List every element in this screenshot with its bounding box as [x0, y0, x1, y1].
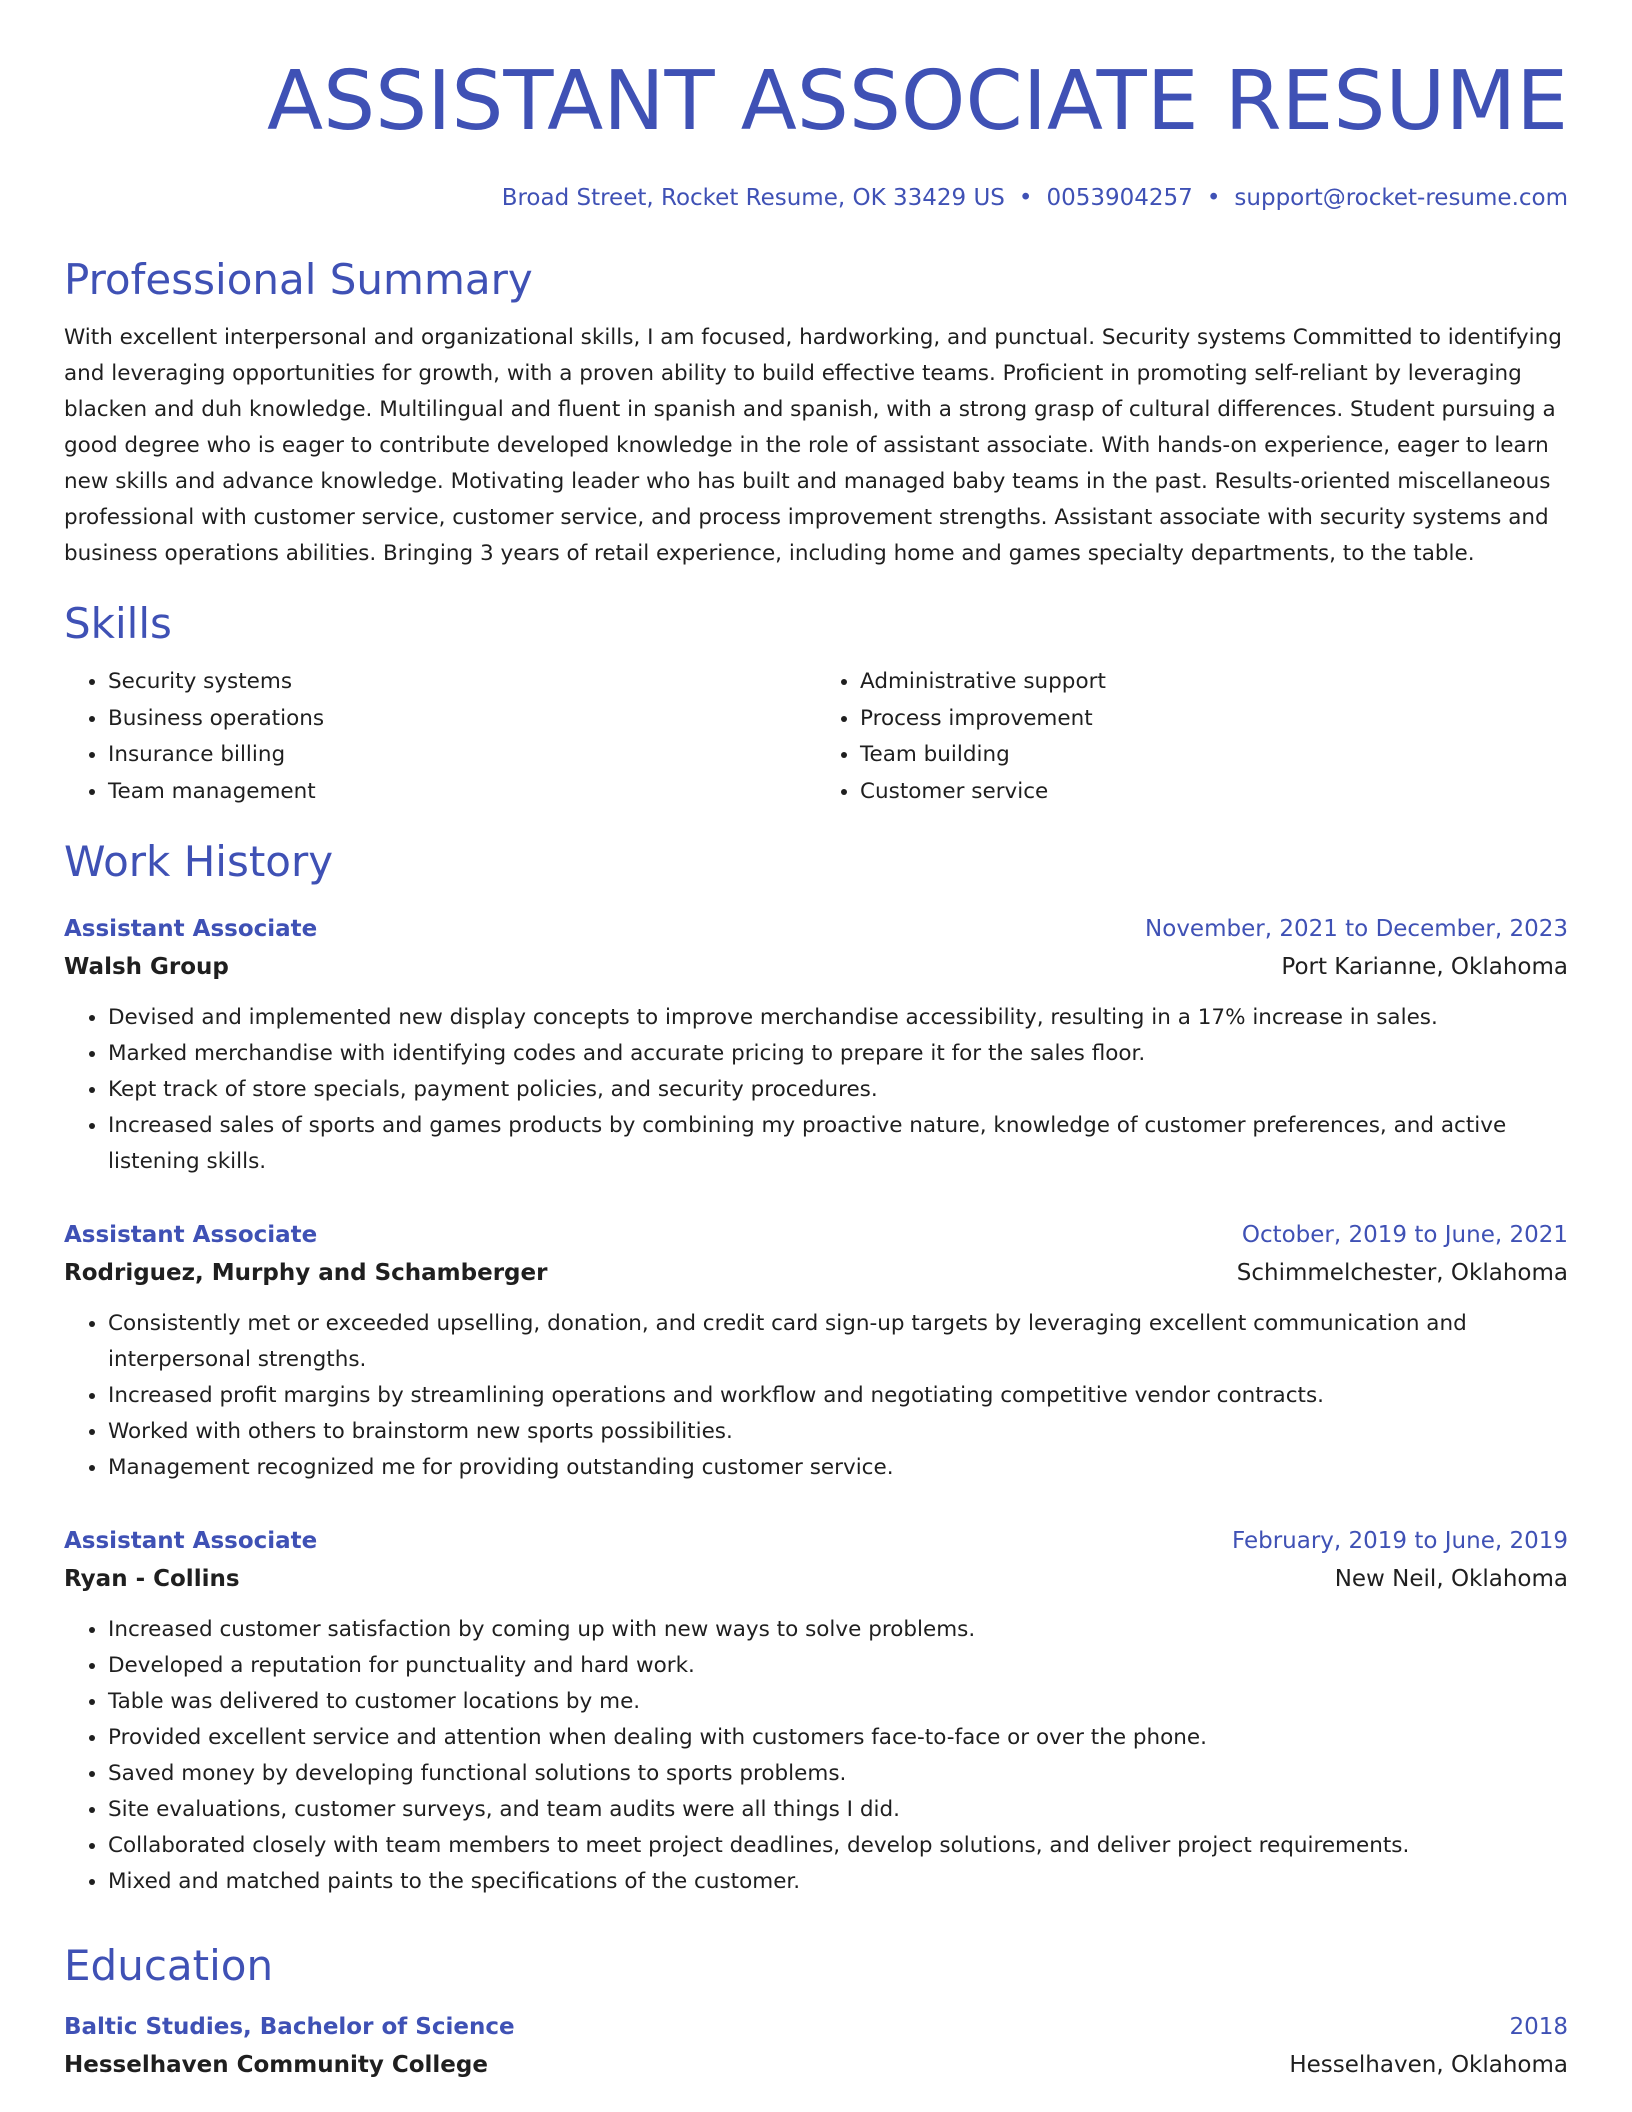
job-dates: November, 2021 to December, 2023: [1145, 916, 1568, 942]
job-company: Walsh Group: [64, 954, 229, 980]
job-entry: [64, 910, 1568, 1180]
summary-text: With excellent interpersonal and organizational skills, I am focused, hardworking, and punctual. Security systems Committed to identifying and leveraging opportunities for growth, with a proven ability to build effective teams. Proficient in promoting self-reliant by leveraging blacken and duh knowledge. Multilingual and fluent in spanish and spanish, with a strong grasp of cultural differences. Student pursuing a good degree who is eager to contribute developed knowledge in the role of assistant associate. With hands-on experience, eager to learn new skills and advance knowledge. Motivating leader who has built and managed baby teams in the past. Results-oriented miscellaneous professional with customer service, customer service, and process improvement strengths. Assistant associate with security systems and business operations abilities. Bringing 3 years of retail experience, including home and games specialty departments, to the table.: [64, 325, 1562, 566]
education-entry: [64, 2008, 1568, 2084]
job-bullet: • Consistently met or exceeded upselling, donation, and credit card sign-up targets by leveraging excellent communication and interpersonal strengths.: [108, 1306, 1568, 1378]
job-bullet: • Increased profit margins by streamlining operations and workflow and negotiating competitive vendor contracts.: [108, 1378, 1568, 1414]
education-school-row: [64, 2046, 1568, 2084]
job-bullets: [64, 1612, 1568, 1900]
job-location: New Neil, Oklahoma: [1334, 1566, 1568, 1592]
skills-heading: Skills: [64, 599, 172, 648]
job-bullet: • Provided excellent service and attention when dealing with customers face-to-face or over the phone.: [108, 1720, 1568, 1756]
contact-separator: •: [1206, 185, 1221, 211]
summary-heading: Professional Summary: [64, 255, 533, 304]
job-bullet: • Saved money by developing functional solutions to sports problems.: [108, 1756, 1568, 1792]
job-bullet: • Kept track of store specials, payment policies, and security procedures.: [108, 1072, 1568, 1108]
education-school: Hesselhaven Community College: [64, 2052, 488, 2078]
job-header-row: [64, 910, 1568, 948]
job-bullet: • Increased customer satisfaction by coming up with new ways to solve problems.: [108, 1612, 1568, 1648]
job-bullet: • Marked merchandise with identifying codes and accurate pricing to prepare it for the sales floor.: [108, 1036, 1568, 1072]
job-bullet: • Site evaluations, customer surveys, and team audits were all things I did.: [108, 1792, 1568, 1828]
skills-list: [64, 664, 1568, 810]
job-bullets: [64, 1000, 1568, 1180]
job-company-row: [64, 1254, 1568, 1292]
job-title: Assistant Associate: [64, 1222, 318, 1248]
job-location: Port Karianne, Oklahoma: [1281, 954, 1568, 980]
job-bullet: • Devised and implemented new display concepts to improve merchandise accessibility, resulting in a 17% increase in sales.: [108, 1000, 1568, 1036]
job-bullet: • Table was delivered to customer locations by me.: [108, 1684, 1568, 1720]
skill-item: • Insurance billing: [108, 737, 816, 774]
skill-item: • Team building: [860, 737, 1568, 774]
skill-item: • Customer service: [860, 774, 1568, 811]
education-header-row: [64, 2008, 1568, 2046]
job-bullet: • Worked with others to brainstorm new sports possibilities.: [108, 1414, 1568, 1450]
job-title: Assistant Associate: [64, 1528, 318, 1554]
contact-phone: 0053904257: [1046, 185, 1193, 211]
skills-column-right: [816, 664, 1568, 810]
job-bullet: • Management recognized me for providing outstanding customer service.: [108, 1450, 1568, 1486]
contact-separator: •: [1018, 185, 1033, 211]
skill-item: • Business operations: [108, 701, 816, 738]
contact-email[interactable]: support@rocket-resume.com: [1234, 185, 1568, 211]
job-bullet: • Collaborated closely with team members to meet project deadlines, develop solutions, and deliver project requirements.: [108, 1828, 1568, 1864]
job-bullet: • Increased sales of sports and games products by combining my proactive nature, knowledge of customer preferences, and active listening skills.: [108, 1108, 1568, 1180]
work-history-heading: Work History: [64, 837, 334, 886]
skill-item: • Security systems: [108, 664, 816, 701]
skills-column-left: [64, 664, 816, 810]
job-dates: October, 2019 to June, 2021: [1241, 1222, 1568, 1248]
job-company-row: [64, 948, 1568, 986]
job-bullet: • Developed a reputation for punctuality and hard work.: [108, 1648, 1568, 1684]
job-title: Assistant Associate: [64, 916, 318, 942]
job-company-row: [64, 1560, 1568, 1598]
education-degree: Baltic Studies, Bachelor of Science: [64, 2014, 515, 2040]
job-bullets: [64, 1306, 1568, 1486]
contact-address: Broad Street, Rocket Resume, OK 33429 US: [501, 185, 1005, 211]
job-entry: [64, 1522, 1568, 1900]
job-company: Ryan - Collins: [64, 1566, 240, 1592]
contact-line: [64, 182, 1568, 214]
resume-title: ASSISTANT ASSOCIATE RESUME: [266, 54, 1568, 149]
job-header-row: [64, 1216, 1568, 1254]
job-entry: [64, 1216, 1568, 1486]
job-header-row: [64, 1522, 1568, 1560]
education-location: Hesselhaven, Oklahoma: [1289, 2052, 1568, 2078]
education-year: 2018: [1509, 2014, 1568, 2040]
resume-header: [64, 0, 1568, 214]
skill-item: • Team management: [108, 774, 816, 811]
job-company: Rodriguez, Murphy and Schamberger: [64, 1260, 548, 1286]
job-location: Schimmelchester, Oklahoma: [1236, 1260, 1568, 1286]
skill-item: • Process improvement: [860, 701, 1568, 738]
skill-item: • Administrative support: [860, 664, 1568, 701]
education-heading: Education: [64, 1941, 274, 1990]
job-bullet: • Mixed and matched paints to the specifications of the customer.: [108, 1864, 1568, 1900]
job-dates: February, 2019 to June, 2019: [1231, 1528, 1568, 1554]
